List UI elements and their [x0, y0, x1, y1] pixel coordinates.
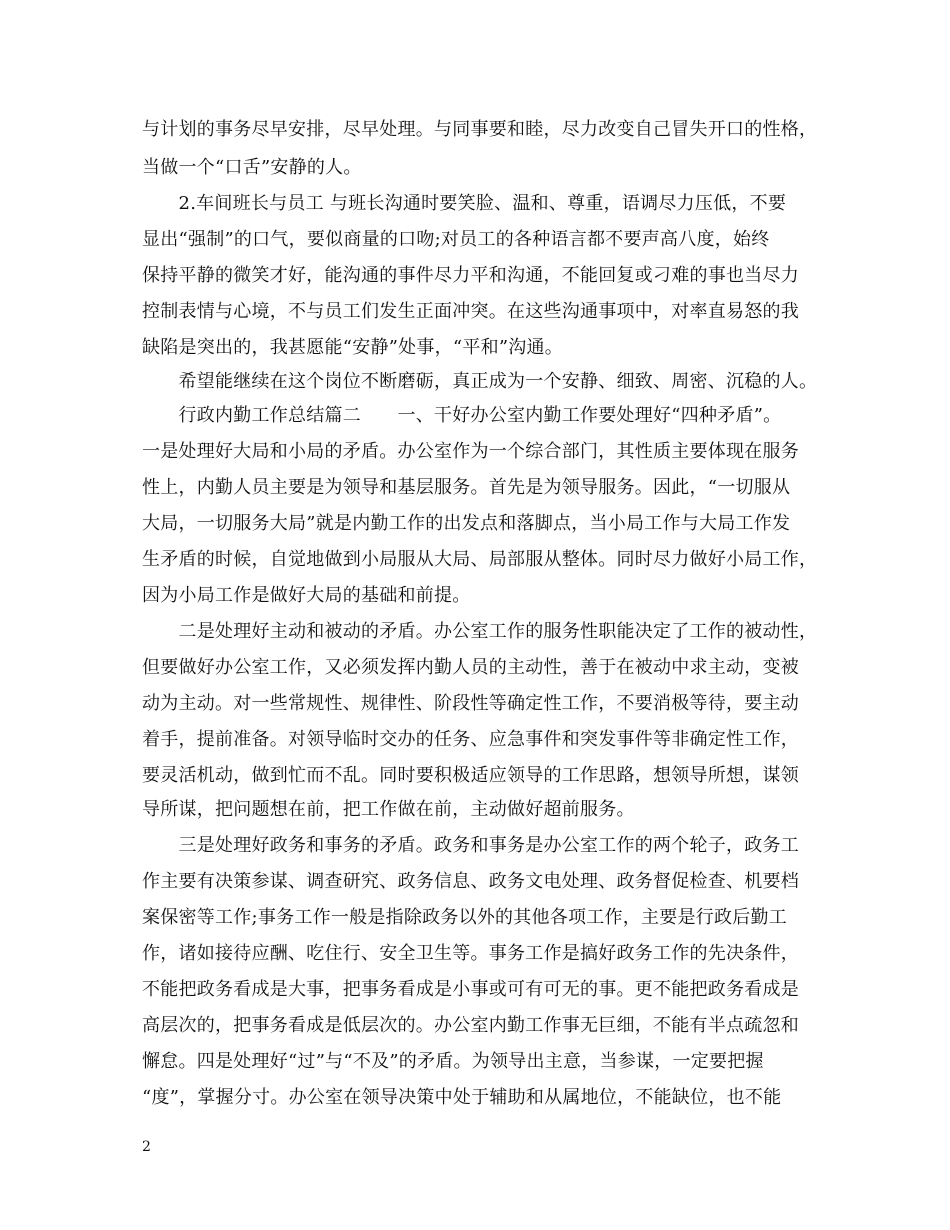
text-line: 三是处理好政务和事务的矛盾。政务和事务是办公室工作的两个轮子，政务工 — [142, 835, 799, 856]
text-line: 懈怠。四是处理好“过”与“不及”的矛盾。为领导出主意，当参谋，一定要把握 — [142, 1051, 764, 1072]
text-line: 不能把政务看成是大事，把事务看成是小事或可有可无的事。更不能把政务看成是 — [142, 979, 799, 1000]
text-line: 作主要有决策参谋、调查研究、政务信息、政务文电处理、政务督促检查、机要档 — [142, 871, 799, 892]
text-line: 导所谋，把问题想在前，把工作做在前，主动做好超前服务。 — [142, 799, 635, 820]
text-line: 动为主动。对一些常规性、规律性、阶段性等确定性工作，不要消极等待，要主动 — [142, 693, 799, 714]
text-line: 要灵活机动，做到忙而不乱。同时要积极适应领导的工作思路，想领导所想，谋领 — [142, 765, 799, 786]
text-line: 控制表情与心境，不与员工们发生正面冲突。在这些沟通事项中，对率直易怒的我 — [142, 301, 799, 322]
page-number: 2 — [142, 1139, 151, 1155]
text-line: 但要做好办公室工作，又必须发挥内勤人员的主动性，善于在被动中求主动，变被 — [142, 657, 799, 678]
text-line: 缺陷是突出的，我甚愿能“安静”处事，“平和”沟通。 — [142, 337, 564, 358]
text-line: 着手，提前准备。对领导临时交办的任务、应急事件和突发事件等非确定性工作， — [142, 729, 799, 750]
text-line: 希望能继续在这个岗位不断磨砺，真正成为一个安静、细致、周密、沉稳的人。 — [142, 371, 818, 392]
text-line: 生矛盾的时候，自觉地做到小局服从大局、局部服从整体。同时尽力做好小局工作， — [142, 549, 818, 570]
text-line: 保持平静的微笑才好，能沟通的事件尽力平和沟通，不能回复或刁难的事也当尽力 — [142, 265, 799, 286]
text-line: 2.车间班长与员工 与班长沟通时要笑脸、温和、尊重，语调尽力压低，不要 — [142, 193, 787, 214]
text-line: 因为小局工作是做好大局的基础和前提。 — [142, 585, 471, 606]
text-line: 行政内勤工作总结篇二 一、干好办公室内勤工作要处理好“四种矛盾”。 — [142, 405, 782, 426]
text-line: 二是处理好主动和被动的矛盾。办公室工作的服务性职能决定了工作的被动性， — [142, 621, 818, 642]
text-line: 高层次的，把事务看成是低层次的。办公室内勤工作事无巨细，不能有半点疏忽和 — [142, 1015, 799, 1036]
text-line: 作，诸如接待应酬、吃住行、安全卫生等。事务工作是搞好政务工作的先决条件， — [142, 943, 799, 964]
text-line: 大局，一切服务大局”就是内勤工作的出发点和落脚点，当小局工作与大局工作发 — [142, 513, 791, 534]
text-line: 与计划的事务尽早安排，尽早处理。与同事要和睦，尽力改变自己冒失开口的性格， — [142, 119, 818, 140]
text-line: “度”，掌握分寸。办公室在领导决策中处于辅助和从属地位，不能缺位，也不能 — [142, 1087, 782, 1108]
text-line: 当做一个“口舌”安静的人。 — [142, 157, 362, 178]
text-line: 一是处理好大局和小局的矛盾。办公室作为一个综合部门，其性质主要体现在服务 — [142, 441, 799, 462]
text-line: 性上，内勤人员主要是为领导和基层服务。首先是为领导服务。因此，“一切服从 — [142, 477, 791, 498]
text-line: 案保密等工作;事务工作一般是指除政务以外的其他各项工作，主要是行政后勤工 — [142, 907, 788, 928]
text-line: 显出“强制”的口气，要似商量的口吻;对员工的各种语言都不要声高八度，始终 — [142, 229, 770, 250]
